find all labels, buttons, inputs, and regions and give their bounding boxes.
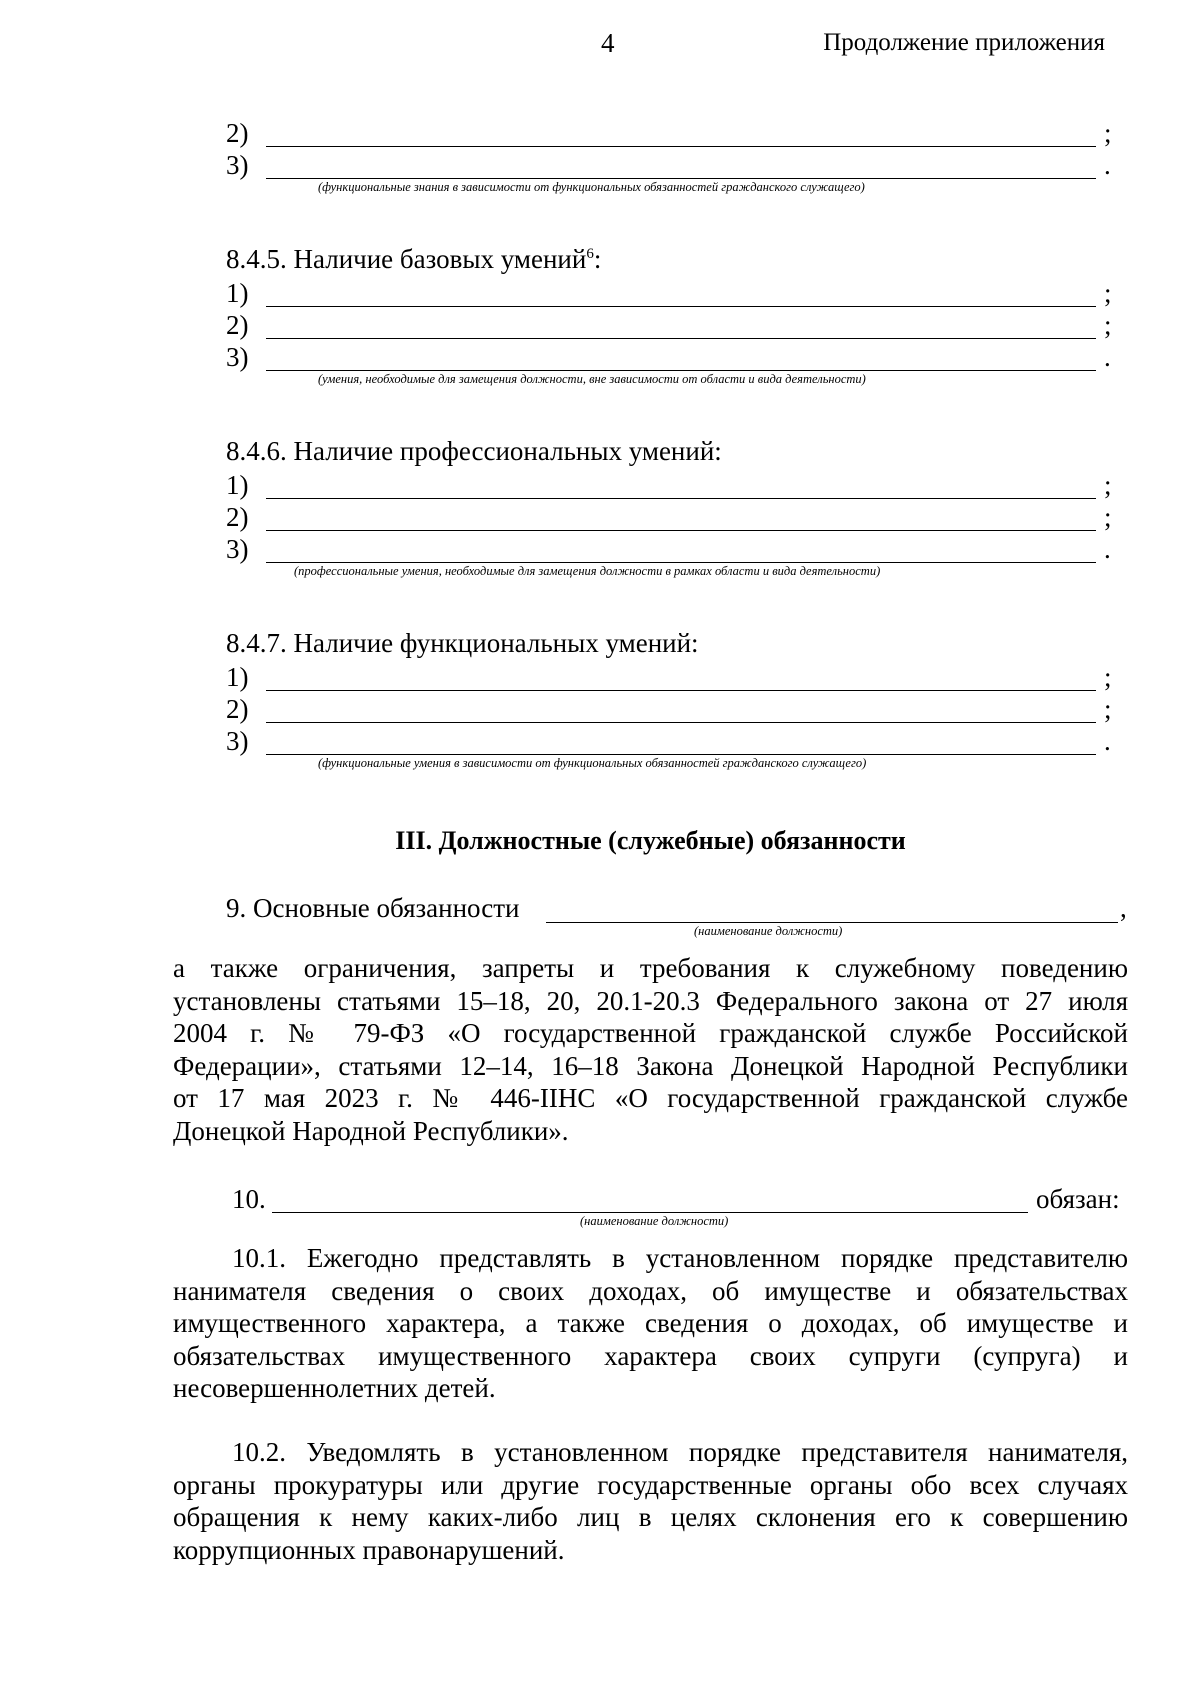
section-heading: III. Должностные (служебные) обязанности [395,826,906,855]
item-10-obliged: обязан: [1036,1184,1120,1214]
running-header: Продолжение приложения [823,29,1105,56]
item-10-2-paragraph [173,1436,1128,1566]
line-end-punctuation: ; [1104,502,1112,532]
list-item-number: 2) [226,310,249,340]
page-number: 4 [601,28,615,58]
list-item-number: 2) [226,502,249,532]
paragraph-line: имущественного характера, а также сведения о доходах, об имуществе и [173,1308,1128,1338]
paragraph-line: обращения к нему каких-либо лиц в целях склонения его к совершению [173,1502,1128,1532]
paragraph-line: а также ограничения, запреты и требования к служебному поведению [173,953,1128,983]
line-end-punctuation: ; [1104,118,1112,148]
item-9-paragraph [173,952,1128,1147]
item-label: 10. [232,1184,266,1214]
paragraph-line: установлены статьями 15–18, 20, 20.1-20.3 Федерального закона от 27 июля [173,985,1128,1016]
list-item-number: 2) [226,694,249,724]
line-end-punctuation: ; [1104,662,1112,692]
section-title: 8.4.7. Наличие функциональных умений: [226,628,699,658]
paragraph-line: 10.1. Ежегодно представлять в установленном порядке представителю [232,1243,1128,1273]
section-title-text: 8.4.5. Наличие базовых умений [226,244,587,274]
position-name-line[interactable] [272,1212,1028,1213]
list-item-number: 1) [226,278,249,308]
list-item-number: 3) [226,150,249,180]
line-end-punctuation: ; [1104,694,1112,724]
paragraph-line: от 17 мая 2023 г. № 446-IIНС «О государственной гражданской службе [173,1083,1128,1113]
line-end-punctuation: . [1104,150,1111,180]
field-caption: (профессиональные умения, необходимые для замещения должности в рамках области и вида деятельности) [294,564,881,578]
fill-in-line[interactable] [266,530,1096,531]
field-caption: (наименование должности) [580,1214,729,1228]
fill-in-line[interactable] [266,338,1096,339]
fill-in-line[interactable] [266,562,1096,563]
section-title: 8.4.6. Наличие профессиональных умений: [226,436,722,466]
fill-in-line[interactable] [266,690,1096,691]
list-item-number: 1) [226,662,249,692]
paragraph-line: 2004 г. № 79-ФЗ «О государственной гражданской службе Российской [173,1018,1128,1048]
list-item-number: 3) [226,534,249,564]
list-item-number: 2) [226,118,249,148]
fill-in-line[interactable] [266,370,1096,371]
field-caption: (наименование должности) [694,924,843,938]
paragraph-line: органы прокуратуры или другие государственные органы обо всех случаях [173,1469,1128,1500]
line-end-punctuation: ; [1104,470,1112,500]
section-title [226,244,601,274]
field-caption: (функциональные знания в зависимости от функциональных обязанностей гражданского служащего) [318,180,865,194]
fill-in-line[interactable] [266,306,1096,307]
item-label: 9. Основные обязанности [226,893,520,923]
line-end-punctuation: . [1104,342,1111,372]
line-end-punctuation: . [1104,534,1111,564]
fill-in-line[interactable] [266,178,1096,179]
fill-in-line[interactable] [266,754,1096,755]
section-title-colon: : [593,244,602,274]
fill-in-line[interactable] [266,498,1096,499]
list-item-number: 3) [226,342,249,372]
line-end-punctuation: ; [1104,310,1112,340]
fill-in-line[interactable] [266,722,1096,723]
paragraph-line: Донецкой Народной Республики». [173,1115,569,1146]
fill-in-line[interactable] [266,146,1096,147]
position-name-line[interactable] [546,922,1118,923]
line-end-punctuation: , [1120,893,1127,923]
footnote-marker: 6 [586,246,594,262]
paragraph-line: несовершеннолетних детей. [173,1373,496,1403]
item-10-1-paragraph [173,1242,1128,1405]
list-item-number: 1) [226,470,249,500]
paragraph-line: обязательствах имущественного характера своих супруги (супруга) и [173,1340,1128,1371]
paragraph-line: 10.2. Уведомлять в установленном порядке представителя нанимателя, [232,1437,1128,1467]
list-item-number: 3) [226,726,249,756]
paragraph-line: Федерации», статьями 12–14, 16–18 Закона Донецкой Народной Республики [173,1050,1128,1081]
paragraph-line: коррупционных правонарушений. [173,1534,565,1565]
line-end-punctuation: ; [1104,278,1112,308]
field-caption: (функциональные умения в зависимости от функциональных обязанностей гражданского служащего) [318,756,867,770]
paragraph-line: нанимателя сведения о своих доходах, об имуществе и обязательствах [173,1275,1128,1306]
line-end-punctuation: . [1104,726,1111,756]
field-caption: (умения, необходимые для замещения должности, вне зависимости от области и вида деятельности) [318,372,866,386]
